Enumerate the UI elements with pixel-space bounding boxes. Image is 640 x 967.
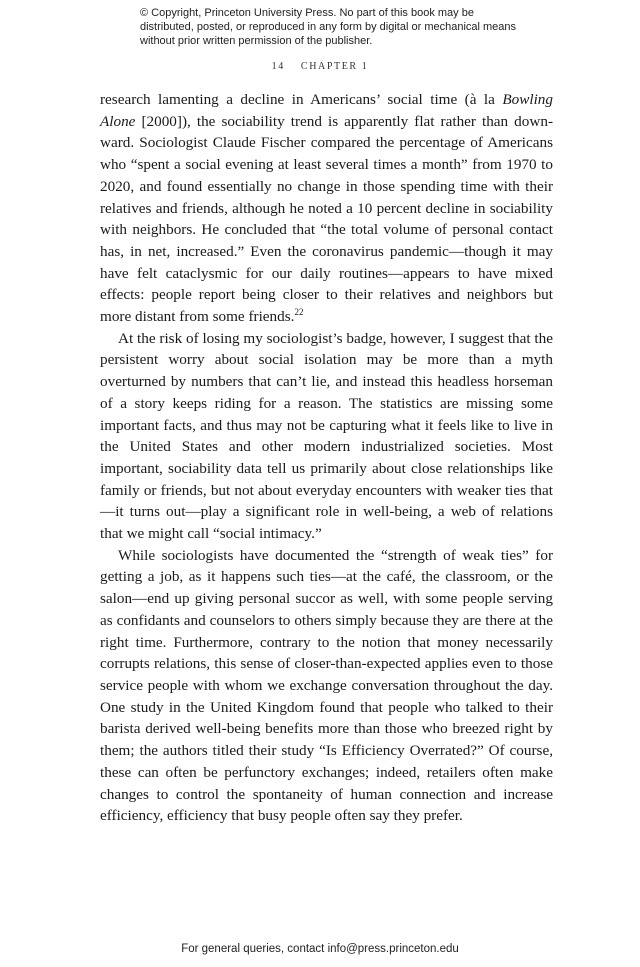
paragraph-1-text-a: research lamenting a decline in Americans’ social time (à la [100,91,503,108]
footer-contact: For general queries, contact info@press.princeton.edu [181,943,459,955]
footnote-marker[interactable]: 22 [294,307,304,318]
paragraph-2: At the risk of losing my sociologist’s badge, however, I suggest that the persistent worry about social isolation may be more than a myth overturned by numbers that can’t lie, and instead this headless horseman of a story keeps riding for a reason. The statistics are missing some important facts, and thus may not be capturing what it feels like to live in the United States and other modern industrialized societies. Most important, sociability data tell us primarily about close relationships like family or friends, but not about everyday encounters with weaker ties that—it turns out—play a significant role in well-being, a web of relations that we might call “social intimacy.” [100,329,553,543]
running-head [0,61,640,72]
paragraph-3: While sociologists have documented the “strength of weak ties” for getting a job, as it happens such ties—at the café, the classroom, or the salon—end up giving personal succor as well, with some people serving as confidants and counselors to others simply because they are there at the right time. Furthermore, contrary to the notion that money necessarily corrupts relations, this sense of closer-than-expected applies even to those service people with whom we exchange conversation throughout the day. One study in the United Kingdom found that people who talked to their barista derived well-being benefits more than those who breezed right by them; the authors titled their study “Is Efficiency Overrated?” Of course, these can often be perfunctory exchanges; indeed, retailers often make changes to control the spontaneity of human connection and increase efficiency, efficiency that busy people often say they prefer. [100,546,553,825]
copyright-notice: © Copyright, Princeton University Press. No part of this book may be distributed, posted, or reproduced in any form by digital or mechanical means without prior written permission of the publisher. [140,7,517,47]
paragraph-1-text-b: [2000]), the sociability trend is apparently flat rather than downward. Sociologist Claude Fischer compared the percentage of Americans who “spent a social evening at least several times a month” from 1970 to 2020, and found essentially no change in those spending time with their relatives and friends, although he noted a 10 percent decline in sociability with neighbors. He concluded that “the total volume of personal contact has, in net, increased.” Even the coronavirus pandemic—though it may have felt cataclysmic for our daily routines—appears to have mixed effects: people report being closer to their relatives and neighbors but more distant from some friends. [100,112,553,326]
chapter-label: CHAPTER 1 [300,61,369,72]
body-text [100,89,553,827]
paragraph-1 [100,89,553,328]
book-title-italic: Bowling Alone [100,91,553,130]
page-number: 14 [271,61,285,72]
